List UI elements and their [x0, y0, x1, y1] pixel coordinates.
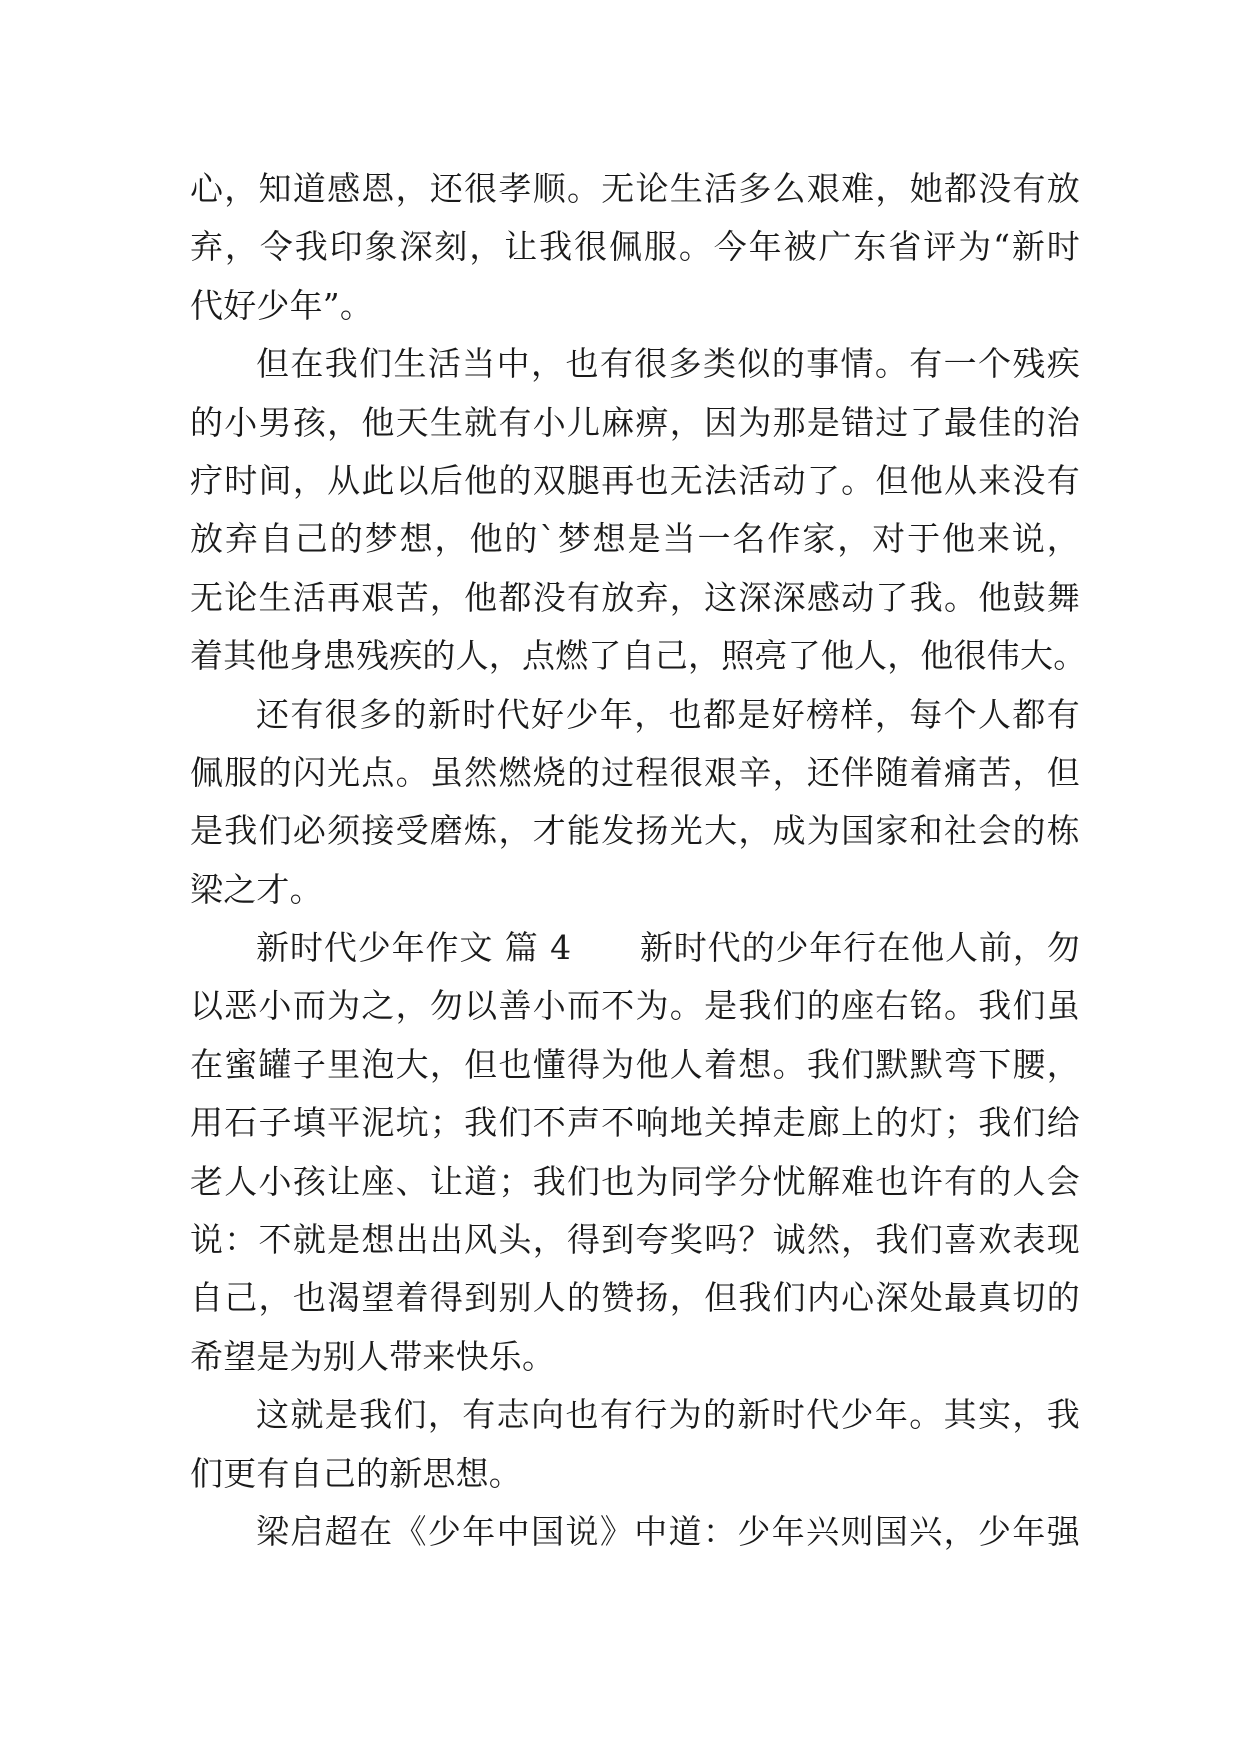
text-line: 无论生活再艰苦，他都没有放弃，这深深感动了我。他鼓舞 [190, 577, 1080, 617]
text-line: 还有很多的新时代好少年，也都是好榜样，每个人都有 [256, 694, 1080, 734]
text-line: 以恶小而为之，勿以善小而不为。是我们的座右铭。我们虽 [190, 986, 1080, 1026]
text-line: 们更有自己的新思想。 [190, 1453, 522, 1493]
text-line: 是我们必须接受磨炼，才能发扬光大，成为国家和社会的栋 [190, 811, 1080, 851]
text-line: 在蜜罐子里泡大，但也懂得为他人着想。我们默默弯下腰， [190, 1044, 1080, 1084]
body-text [190, 160, 1087, 1561]
text-line: 说：不就是想出出风头，得到夸奖吗？诚然，我们喜欢表现 [190, 1220, 1080, 1260]
text-line: 梁之才。 [190, 869, 323, 909]
text-line: 梁启超在《少年中国说》中道：少年兴则国兴，少年强 [256, 1511, 1080, 1551]
text-line: 这就是我们，有志向也有行为的新时代少年。其实，我 [256, 1395, 1080, 1435]
text-line: 但在我们生活当中，也有很多类似的事情。有一个残疾 [256, 344, 1080, 384]
text-line: 新时代少年作文 篇 4 新时代的少年行在他人前，勿 [256, 928, 1080, 968]
text-line: 老人小孩让座、让道；我们也为同学分忧解难也许有的人会 [190, 1161, 1080, 1201]
text-line: 着其他身患残疾的人，点燃了自己，照亮了他人，他很伟大。 [190, 636, 1087, 676]
text-line: 代好少年”。 [190, 285, 374, 325]
text-line: 的小男孩，他天生就有小儿麻痹，因为那是错过了最佳的治 [190, 402, 1080, 442]
text-line: 疗时间，从此以后他的双腿再也无法活动了。但他从来没有 [190, 460, 1080, 500]
text-line: 心，知道感恩，还很孝顺。无论生活多么艰难，她都没有放 [190, 169, 1080, 208]
text-line: 自己，也渴望着得到别人的赞扬，但我们内心深处最真切的 [190, 1278, 1080, 1318]
text-line: 放弃自己的梦想，他的`梦想是当一名作家，对于他来说， [190, 519, 1080, 559]
text-line: 弃，令我印象深刻，让我很佩服。今年被广东省评为“新时 [190, 227, 1080, 267]
text-line: 用石子填平泥坑；我们不声不响地关掉走廊上的灯；我们给 [190, 1103, 1080, 1143]
text-line: 希望是为别人带来快乐。 [190, 1336, 556, 1376]
text-line: 佩服的闪光点。虽然燃烧的过程很艰辛，还伴随着痛苦，但 [190, 752, 1080, 792]
